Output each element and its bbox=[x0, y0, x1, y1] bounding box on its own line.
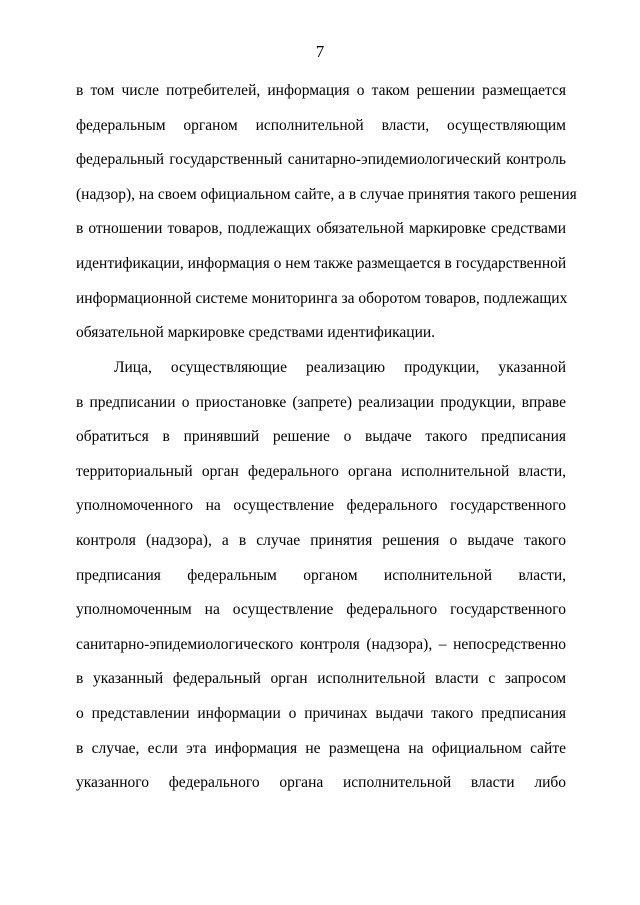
text-line: о представлении информации о причинах выдачи такого предписания bbox=[76, 704, 566, 722]
text-line: санитарно-эпидемиологического контроля (надзора), – непосредственно bbox=[76, 635, 566, 653]
text-line: федеральный государственный санитарно-эпидемиологический контроль bbox=[76, 151, 566, 169]
text-line: в предписании о приостановке (запрете) реализации продукции, вправе bbox=[76, 393, 566, 411]
text-line: обязательной маркировке средствами идентификации. bbox=[76, 324, 436, 342]
text-line: указанного федерального органа исполнительной власти либо bbox=[76, 774, 566, 792]
text-line: федеральным органом исполнительной власти, осуществляющим bbox=[76, 116, 566, 134]
text-line: в случае, если эта информация не размещена на официальном сайте bbox=[76, 739, 566, 757]
text-line: информационной системе мониторинга за оборотом товаров, подлежащих bbox=[76, 289, 568, 307]
text-line: уполномоченным на осуществление федерального государственного bbox=[76, 601, 566, 619]
text-line: предписания федеральным органом исполнительной власти, bbox=[76, 566, 566, 584]
text-line: уполномоченного на осуществление федерального государственного bbox=[76, 497, 566, 515]
page-number: 7 bbox=[315, 42, 325, 61]
text-line: в указанный федеральный орган исполнительной власти с запросом bbox=[76, 670, 566, 688]
text-line: обратиться в принявший решение о выдаче такого предписания bbox=[76, 428, 566, 446]
text-line: идентификации, информация о нем также размещается в государственной bbox=[76, 254, 567, 272]
text-line: контроля (надзора), а в случае принятия решения о выдаче такого bbox=[76, 531, 566, 549]
text-line: в том числе потребителей, информация о таком решении размещается bbox=[76, 82, 566, 99]
text-line: территориальный орган федерального органа исполнительной власти, bbox=[76, 462, 566, 480]
text-line: в отношении товаров, подлежащих обязательной маркировке средствами bbox=[76, 220, 566, 238]
text-line: (надзор), на своем официальном сайте, а в случае принятия такого решения bbox=[76, 185, 577, 203]
paragraph-1 bbox=[76, 81, 577, 358]
paragraph-2 bbox=[76, 358, 566, 808]
text-line: Лица, осуществляющие реализацию продукции, указанной bbox=[114, 359, 566, 376]
